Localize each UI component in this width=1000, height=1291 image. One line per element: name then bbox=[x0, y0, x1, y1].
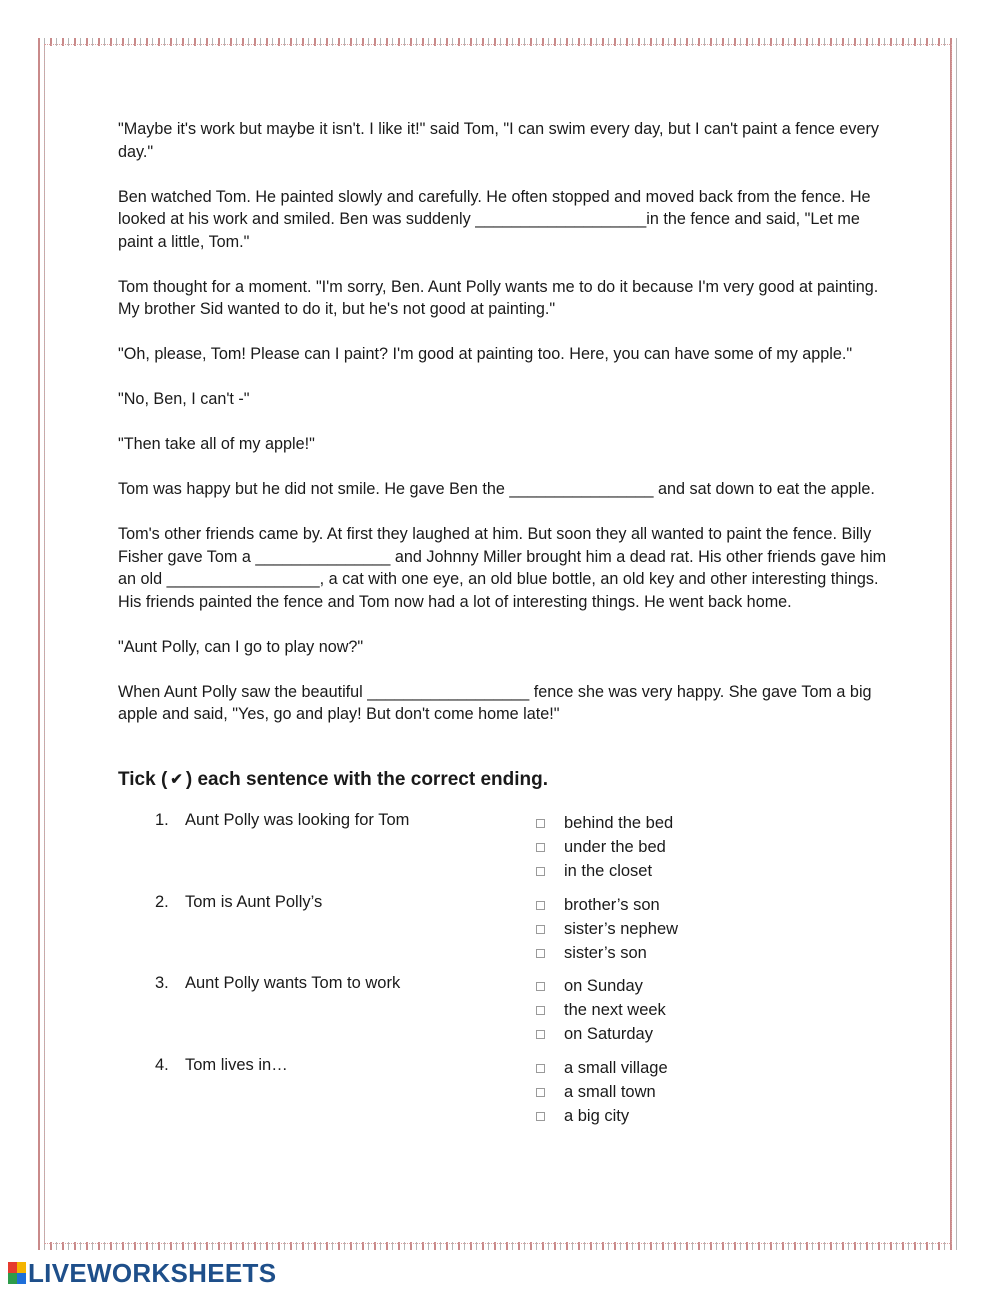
question-3-options bbox=[536, 974, 666, 1046]
story-paragraph: "Then take all of my apple!" bbox=[118, 435, 315, 453]
option-checkbox[interactable]: a small village bbox=[536, 1056, 668, 1080]
checkbox[interactable] bbox=[536, 925, 545, 934]
checkbox[interactable] bbox=[536, 843, 545, 852]
checkbox[interactable] bbox=[536, 949, 545, 958]
option-checkbox[interactable]: sister’s son bbox=[536, 941, 678, 965]
checkmark-icon: ✔ bbox=[170, 771, 183, 788]
question-1: 1. Aunt Polly was looking for Tom bbox=[155, 811, 410, 829]
story-paragraph: Ben watched Tom. He painted slowly and carefully. He often stopped and moved back from the fence. He looked at his work and smiled. Ben was suddenly ___________________in the fence and said, "Let me paint a little, Tom." bbox=[118, 187, 871, 251]
story-paragraph: "Oh, please, Tom! Please can I paint? I'm good at painting too. Here, you can have some of my apple." bbox=[118, 345, 853, 363]
option-checkbox[interactable]: a big city bbox=[536, 1104, 668, 1128]
checkbox[interactable] bbox=[536, 982, 545, 991]
logo-text: LIVEWORKSHEETS bbox=[28, 1257, 277, 1288]
checkbox[interactable] bbox=[536, 867, 545, 876]
option-checkbox[interactable]: on Sunday bbox=[536, 974, 666, 998]
story-paragraph: "Maybe it's work but maybe it isn't. I like it!" said Tom, "I can swim every day, but I can't paint a fence every day." bbox=[118, 120, 879, 161]
story-paragraph: When Aunt Polly saw the beautiful __________________ fence she was very happy. She gave Tom a big apple and said, "Yes, go and play! But don't come home late!" bbox=[118, 682, 872, 723]
question-4-options bbox=[536, 1056, 668, 1128]
logo-blocks-icon bbox=[8, 1262, 26, 1284]
checkbox[interactable] bbox=[536, 1030, 545, 1039]
question-2-options bbox=[536, 893, 678, 965]
checkbox[interactable] bbox=[536, 1064, 545, 1073]
story-paragraph: "Aunt Polly, can I go to play now?" bbox=[118, 637, 364, 656]
liveworksheets-logo[interactable] bbox=[8, 1259, 276, 1287]
story-paragraph: "No, Ben, I can't -" bbox=[118, 390, 250, 408]
option-checkbox[interactable]: a small town bbox=[536, 1080, 668, 1104]
option-checkbox[interactable]: the next week bbox=[536, 998, 666, 1022]
option-checkbox[interactable]: on Saturday bbox=[536, 1022, 666, 1046]
story-paragraph: Tom was happy but he did not smile. He gave Ben the ________________ and sat down to eat the apple. bbox=[118, 480, 875, 498]
option-checkbox[interactable]: brother’s son bbox=[536, 893, 678, 917]
checkbox[interactable] bbox=[536, 1088, 545, 1097]
checkbox[interactable] bbox=[536, 901, 545, 910]
exercise-heading: Tick ( ✔ ) each sentence with the correct ending. bbox=[118, 769, 549, 790]
question-1-options bbox=[536, 811, 673, 883]
checkbox[interactable] bbox=[536, 819, 545, 828]
question-2: 2. Tom is Aunt Polly’s bbox=[155, 893, 323, 911]
story-paragraph: Tom thought for a moment. "I'm sorry, Ben. Aunt Polly wants me to do it because I'm very good at painting. My brother Sid wanted to do it, but he's not good at painting." bbox=[118, 277, 879, 318]
checkbox[interactable] bbox=[536, 1006, 545, 1015]
story-paragraph: Tom's other friends came by. At first they laughed at him. But soon they all wanted to paint the fence. Billy Fisher gave Tom a _______________ and Johnny Miller brought him a dead rat. His other friends gave him an old _________________, a cat with one eye, an old blue bottle, an old key and other interesting things. His friends painted the fence and Tom now had a lot of interesting things. He went back home. bbox=[118, 525, 887, 611]
option-checkbox[interactable]: in the closet bbox=[536, 859, 673, 883]
option-checkbox[interactable]: sister’s nephew bbox=[536, 917, 678, 941]
option-checkbox[interactable]: under the bed bbox=[536, 835, 673, 859]
story-text bbox=[118, 118, 888, 748]
checkbox[interactable] bbox=[536, 1112, 545, 1121]
option-checkbox[interactable]: behind the bed bbox=[536, 811, 673, 835]
question-3: 3. Aunt Polly wants Tom to work bbox=[155, 974, 401, 992]
question-4: 4. Tom lives in… bbox=[155, 1056, 288, 1074]
